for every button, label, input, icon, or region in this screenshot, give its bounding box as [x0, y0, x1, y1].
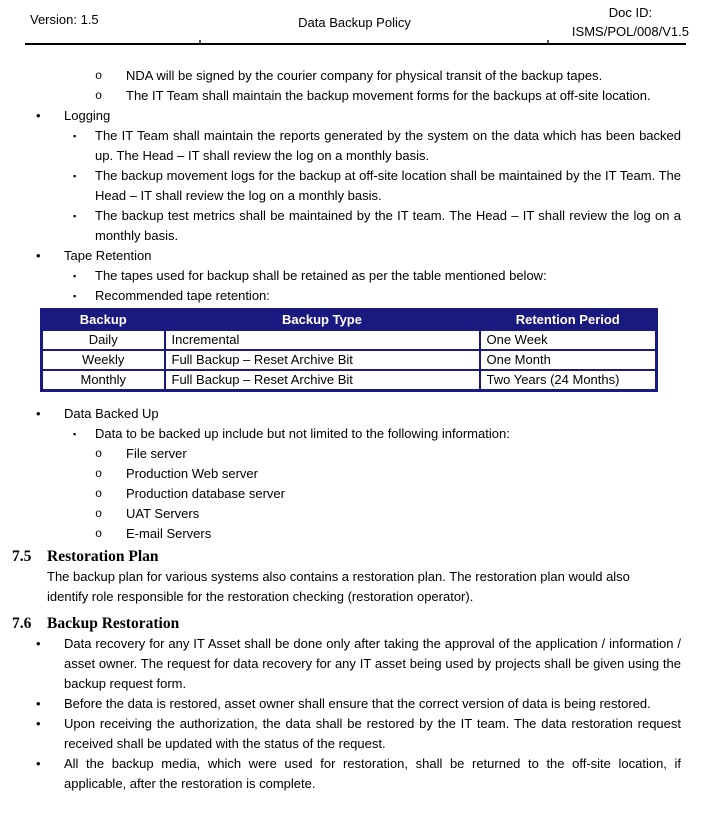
- table-row: [42, 370, 657, 391]
- section-title: Backup Restoration: [47, 615, 180, 632]
- tape-retention-table: [40, 308, 658, 392]
- tape-retention-list: [0, 266, 709, 306]
- table-cell-period: One Month: [480, 350, 657, 370]
- doc-id-label: Doc ID:: [608, 5, 653, 20]
- header-rule-tick: [547, 40, 549, 43]
- document-body: [0, 46, 709, 794]
- doc-id-value: ISMS/POL/008/V1.5: [571, 24, 689, 39]
- table-header-cell: Retention Period: [480, 310, 657, 331]
- bullet-dot-icon: •: [36, 696, 41, 711]
- page-header: [0, 0, 709, 46]
- section-title: Restoration Plan: [47, 548, 159, 565]
- list-item: All the backup media, which were used for restoration, shall be returned to the off-site location, if applicable, after the restoration is complete.: [64, 756, 681, 791]
- list-item: Upon receiving the authorization, the data shall be restored by the IT team. The data restoration request received shall be updated with the status of the request.: [64, 716, 681, 751]
- bullet-square-icon: ▪: [73, 291, 77, 301]
- header-version: Version: 1.5: [30, 12, 99, 27]
- header-rule: [25, 43, 686, 45]
- list-item: The backup test metrics shall be maintained by the IT team. The Head – IT shall review the log on a monthly basis.: [95, 208, 681, 243]
- list-item: UAT Servers: [126, 506, 200, 521]
- list-item: Before the data is restored, asset owner shall ensure that the correct version of data is being restored.: [64, 696, 651, 711]
- logging-list: [0, 126, 709, 246]
- bullet-dot-icon: •: [36, 406, 41, 421]
- bullet-dot-icon: •: [36, 756, 41, 771]
- data-backed-up-label: Data Backed Up: [64, 406, 159, 421]
- table-cell-backup: Monthly: [42, 370, 165, 391]
- table-row: [42, 350, 657, 370]
- bullet-circle-icon: o: [95, 467, 103, 481]
- bullet-dot-icon: •: [36, 248, 41, 263]
- header-rule-tick: [199, 40, 201, 43]
- list-item: The IT Team shall maintain the backup movement forms for the backups at off-site location.: [126, 88, 651, 103]
- bullet-dot-icon: •: [36, 108, 41, 123]
- bullet-square-icon: ▪: [73, 211, 77, 221]
- data-backed-up-heading-item: [31, 404, 709, 424]
- list-item: E-mail Servers: [126, 526, 212, 541]
- bullet-square-icon: ▪: [73, 429, 77, 439]
- section-number: 7.5: [12, 548, 32, 565]
- list-item: Production database server: [126, 486, 285, 501]
- table-header-cell: Backup Type: [165, 310, 480, 331]
- table-cell-period: Two Years (24 Months): [480, 370, 657, 391]
- section-heading: [0, 613, 709, 634]
- list-item: Production Web server: [126, 466, 258, 481]
- list-item: Data recovery for any IT Asset shall be done only after taking the approval of the application / information / asset owner. The request for data recovery for any IT asset being used by projects shall be given using the backup request form.: [64, 636, 681, 691]
- bullet-circle-icon: o: [95, 69, 103, 83]
- tape-retention-heading-item: [31, 246, 709, 266]
- table-header-row: [42, 310, 657, 331]
- list-item: NDA will be signed by the courier company for physical transit of the backup tapes.: [126, 68, 603, 83]
- bullet-circle-icon: o: [95, 507, 103, 521]
- list-item: The IT Team shall maintain the reports generated by the system on the data which has been backed up. The Head – IT shall review the log on a monthly basis.: [95, 128, 681, 163]
- offsite-bullet-list: [0, 66, 709, 106]
- header-doc-id: [572, 3, 689, 41]
- tape-retention-label: Tape Retention: [64, 248, 152, 263]
- table-cell-type: Full Backup – Reset Archive Bit: [165, 350, 480, 370]
- section-restoration-plan: [0, 546, 709, 607]
- bullet-dot-icon: •: [36, 636, 41, 651]
- table-cell-backup: Weekly: [42, 350, 165, 370]
- bullet-circle-icon: o: [95, 527, 103, 541]
- bullet-circle-icon: o: [95, 89, 103, 103]
- table-header-cell: Backup: [42, 310, 165, 331]
- data-backed-up-list: [0, 444, 709, 544]
- data-backed-up-intro-item: [73, 424, 709, 444]
- list-item: The tapes used for backup shall be retained as per the table mentioned below:: [95, 268, 547, 283]
- table-cell-type: Incremental: [165, 330, 480, 350]
- table-cell-period: One Week: [480, 330, 657, 350]
- section-backup-restoration: [0, 613, 709, 794]
- bullet-dot-icon: •: [36, 716, 41, 731]
- bullet-square-icon: ▪: [73, 271, 77, 281]
- table-row: [42, 330, 657, 350]
- section-heading: [0, 546, 709, 567]
- page-title: Data Backup Policy: [298, 15, 411, 30]
- section-body: The backup plan for various systems also contains a restoration plan. The restoration plan would also identify role responsible for the restoration checking (restoration operator).: [47, 569, 630, 604]
- list-item: The backup movement logs for the backup at off-site location shall be maintained by the IT Team. The Head – IT shall review the log on a monthly basis.: [95, 168, 681, 203]
- bullet-circle-icon: o: [95, 447, 103, 461]
- logging-heading-item: [31, 106, 709, 126]
- list-item: Recommended tape retention:: [95, 288, 270, 303]
- bullet-circle-icon: o: [95, 487, 103, 501]
- section-number: 7.6: [12, 615, 32, 632]
- table-cell-backup: Daily: [42, 330, 165, 350]
- data-backed-up-intro: Data to be backed up include but not limited to the following information:: [95, 426, 510, 441]
- bullet-square-icon: ▪: [73, 171, 77, 181]
- list-item: File server: [126, 446, 187, 461]
- backup-restoration-list: [0, 634, 709, 794]
- logging-label: Logging: [64, 108, 111, 123]
- bullet-square-icon: ▪: [73, 131, 77, 141]
- table-cell-type: Full Backup – Reset Archive Bit: [165, 370, 480, 391]
